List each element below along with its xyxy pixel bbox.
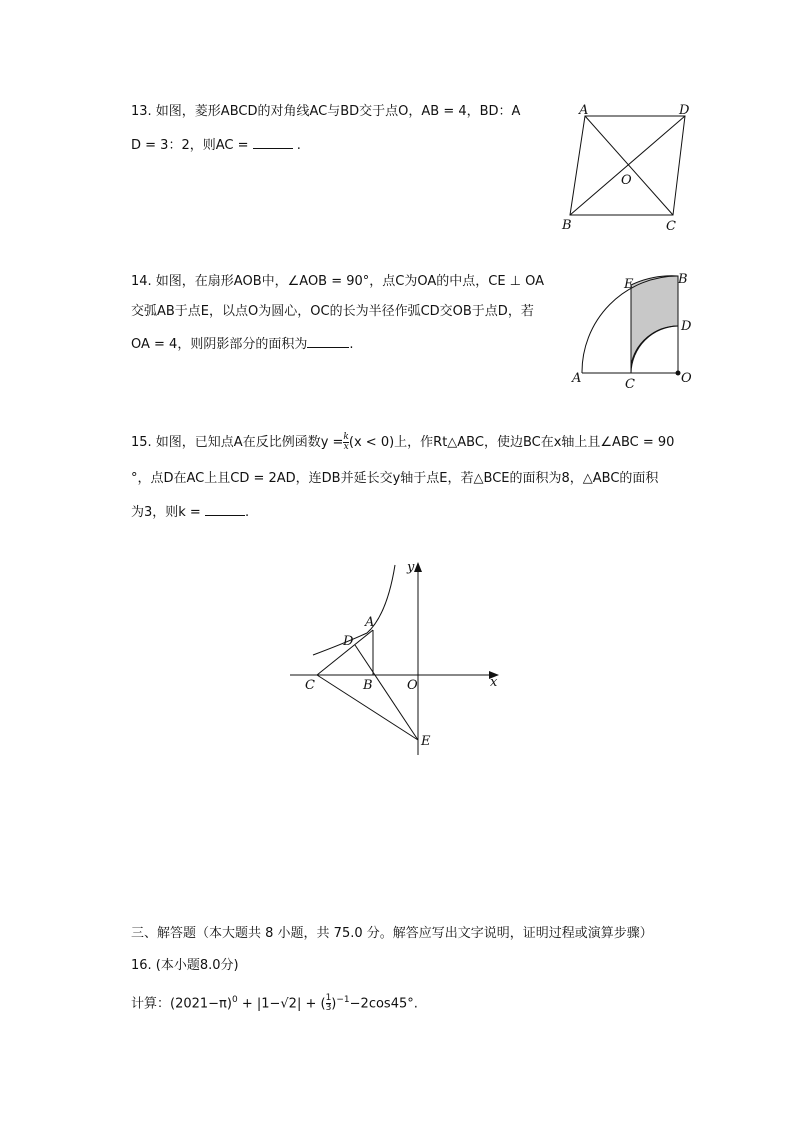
q13-label-c: C — [666, 219, 676, 234]
q15-text-line3a: 为3，则k = — [131, 505, 205, 520]
q14-text-line2: 交弧AB于点E，以点O为圆心，OC的长为半径作弧CD交OB于点D，若 — [131, 304, 534, 319]
q15-frac-num: k — [343, 432, 349, 442]
q13-rhombus-figure — [560, 102, 700, 237]
q16-title: 16. (本小题8.0分) — [131, 958, 239, 973]
q16-part4: −2cos45°. — [349, 996, 418, 1012]
q14-label-e: E — [624, 277, 634, 292]
q15-label-c: C — [305, 678, 315, 693]
q13-label-o: O — [621, 173, 632, 188]
q14-sector-figure — [565, 268, 705, 393]
q13-text-line2a: D = 3：2，则AC = — [131, 138, 253, 153]
q15-label-b: B — [363, 678, 373, 693]
q13-text-line1: 13. 如图，菱形ABCD的对角线AC与BD交于点O，AB = 4，BD：A — [131, 104, 521, 119]
q13-label-a: A — [579, 103, 589, 118]
shaded-region — [631, 276, 678, 365]
q13-label-d: D — [679, 103, 690, 118]
q15-label-a: A — [365, 615, 375, 630]
q16-exp0: 0 — [231, 995, 238, 1005]
q15-frac-den: x — [343, 442, 349, 452]
q15-answer-blank — [205, 501, 245, 516]
q14-text-line1: 14. 如图，在扇形AOB中，∠AOB = 90°，点C为OA的中点，CE ⊥ OA — [131, 274, 545, 289]
q15-text-line2: °，点D在AC上且CD = 2AD，连DB并延长交y轴于点E，若△BCE的面积为8，△ABC的面积 — [131, 471, 659, 486]
q13-text-line2 — [131, 134, 301, 156]
q16-part2: + |1−√2| + ( — [237, 996, 326, 1012]
q14-text-line3b: . — [349, 337, 354, 352]
q15-label-x: x — [490, 675, 498, 690]
q16-exp-neg1: −1 — [336, 995, 350, 1005]
hyperbola-curve — [313, 565, 395, 655]
point-o-dot — [676, 371, 681, 376]
q15-label-e: E — [421, 734, 431, 749]
q14-label-d: D — [681, 319, 692, 334]
q14-text-line3a: OA = 4，则阴影部分的面积为 — [131, 337, 308, 352]
q16-expression — [131, 990, 418, 1014]
section3-heading: 三、解答题（本大题共 8 小题，共 75.0 分。解答应写出文字说明，证明过程或演算步骤） — [131, 926, 653, 941]
q15-text-line3b: . — [244, 505, 250, 520]
q15-text-line1b: (x < 0)上，作Rt△ABC，使边BC在x轴上且∠ABC = 90 — [348, 435, 675, 450]
q14-label-c: C — [625, 377, 635, 392]
q15-text-line1 — [131, 433, 674, 453]
q15-label-o: O — [407, 678, 418, 693]
q13-answer-blank — [253, 134, 293, 149]
q14-label-a: A — [572, 371, 582, 386]
diagonal-bd — [570, 116, 685, 215]
q13-text-line2b: . — [292, 138, 301, 153]
q15-label-y: y — [407, 560, 415, 575]
q15-coordinate-figure — [285, 555, 515, 765]
q16-frac-num: 1 — [325, 993, 332, 1004]
q15-text-line1a: 15. 如图，已知点A在反比例函数y = — [131, 435, 344, 450]
q14-label-o: O — [681, 371, 692, 386]
q14-answer-blank — [307, 333, 349, 348]
q16-part3: ) — [331, 996, 337, 1012]
q15-text-line3 — [131, 501, 249, 523]
q14-label-b: B — [678, 272, 688, 287]
q13-label-b: B — [562, 218, 572, 233]
q16-calc-prefix: 计算：(2021−π) — [131, 996, 232, 1012]
q16-frac-den: 3 — [325, 1003, 332, 1014]
q15-label-d: D — [343, 634, 354, 649]
q14-text-line3 — [131, 333, 353, 355]
diagonal-ac — [585, 116, 673, 215]
